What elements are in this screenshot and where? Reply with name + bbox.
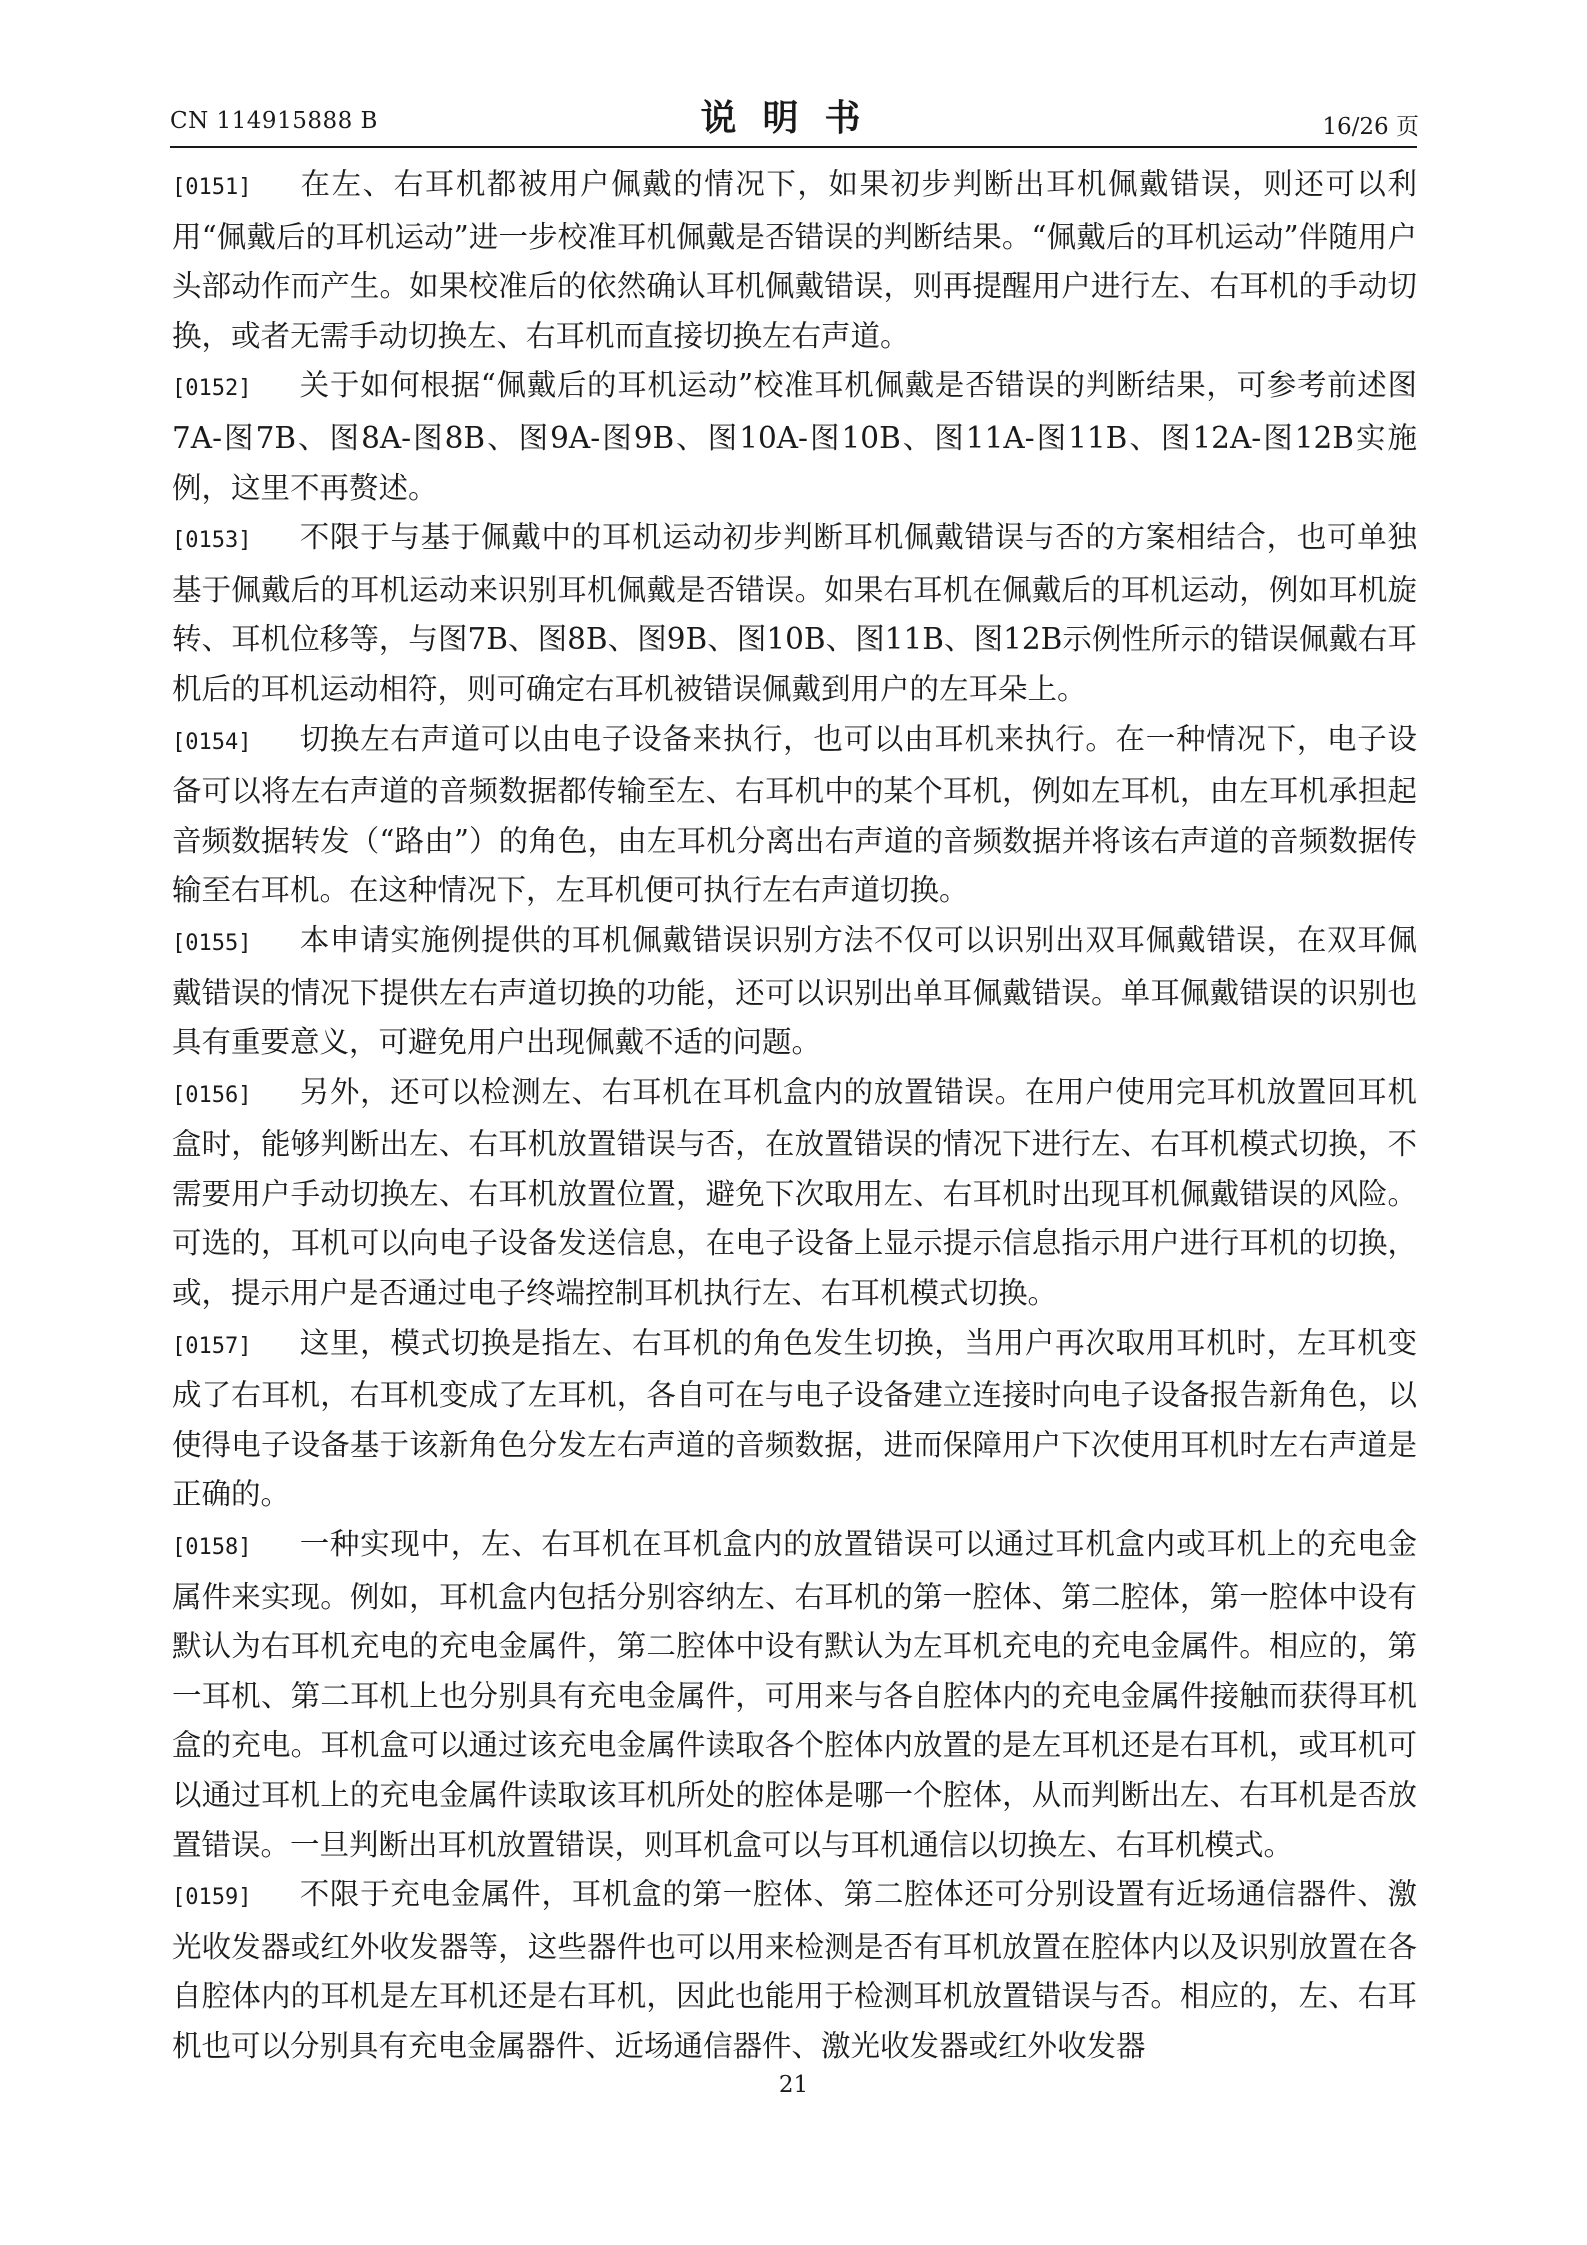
- paragraph-number: [0158]: [172, 1535, 252, 1561]
- paragraph-number: [0155]: [172, 930, 252, 956]
- paragraph-number: [0152]: [172, 376, 252, 402]
- header-divider: [170, 146, 1417, 148]
- paragraph-text: 在左、右耳机都被用户佩戴的情况下，如果初步判断出耳机佩戴错误，则还可以利用“佩戴后的耳机运动”进一步校准耳机佩戴是否错误的判断结果。“佩戴后的耳机运动”伴随用户头部动作而产生。如果校准后的依然确认耳机佩戴错误，则再提醒用户进行左、右耳机的手动切换，或者无需手动切换左、右耳机而直接切换左右声道。: [172, 167, 1417, 353]
- paragraph-text: 不限于充电金属件，耳机盒的第一腔体、第二腔体还可分别设置有近场通信器件、激光收发器或红外收发器等，这些器件也可以用来检测是否有耳机放置在腔体内以及识别放置在各自腔体内的耳机是左耳机还是右耳机，因此也能用于检测耳机放置错误与否。相应的，左、右耳机也可以分别具有充电金属器件、近场通信器件、激光收发器或红外收发器: [172, 1877, 1417, 2063]
- paragraph-text: 不限于与基于佩戴中的耳机运动初步判断耳机佩戴错误与否的方案相结合，也可单独基于佩戴后的耳机运动来识别耳机佩戴是否错误。如果右耳机在佩戴后的耳机运动，例如耳机旋转、耳机位移等，与图7B、图8B、图9B、图10B、图11B、图12B示例性所示的错误佩戴右耳机后的耳机运动相符，则可确定右耳机被错误佩戴到用户的左耳朵上。: [172, 520, 1417, 706]
- paragraph-0155: [172, 916, 1417, 1068]
- paragraph-0154: [172, 715, 1417, 916]
- page-indicator: 16/26 页: [1322, 114, 1419, 140]
- paragraph-text: 关于如何根据“佩戴后的耳机运动”校准耳机佩戴是否错误的判断结果，可参考前述图7A-图7B、图8A-图8B、图9A-图9B、图10A-图10B、图11A-图11B、图12A-图12B实施例，这里不再赘述。: [172, 368, 1417, 505]
- paragraph-number: [0154]: [172, 729, 252, 755]
- paragraph-0153: [172, 513, 1417, 714]
- paragraph-number: [0159]: [172, 1885, 252, 1911]
- paragraph-text: 一种实现中，左、右耳机在耳机盒内的放置错误可以通过耳机盒内或耳机上的充电金属件来实现。例如，耳机盒内包括分别容纳左、右耳机的第一腔体、第二腔体，第一腔体中设有默认为右耳机充电的充电金属件，第二腔体中设有默认为左耳机充电的充电金属件。相应的，第一耳机、第二耳机上也分别具有充电金属件，可用来与各自腔体内的充电金属件接触而获得耳机盒的充电。耳机盒可以通过该充电金属件读取各个腔体内放置的是左耳机还是右耳机，或耳机可以通过耳机上的充电金属件读取该耳机所处的腔体是哪一个腔体，从而判断出左、右耳机是否放置错误。一旦判断出耳机放置错误，则耳机盒可以与耳机通信以切换左、右耳机模式。: [172, 1527, 1417, 1862]
- paragraph-0158: [172, 1520, 1417, 1870]
- paragraph-0156: [172, 1068, 1417, 1319]
- page-number: 21: [778, 2072, 809, 2098]
- page-header: [0, 0, 1587, 160]
- paragraph-0159: [172, 1870, 1417, 2071]
- document-body: [172, 160, 1417, 2072]
- document-title: 说明书: [700, 98, 887, 139]
- paragraph-text: 本申请实施例提供的耳机佩戴错误识别方法不仅可以识别出双耳佩戴错误，在双耳佩戴错误的情况下提供左右声道切换的功能，还可以识别出单耳佩戴错误。单耳佩戴错误的识别也具有重要意义，可避免用户出现佩戴不适的问题。: [172, 922, 1417, 1060]
- paragraph-number: [0157]: [172, 1333, 252, 1359]
- paragraph-number: [0156]: [172, 1082, 252, 1108]
- paragraph-text: 另外，还可以检测左、右耳机在耳机盒内的放置错误。在用户使用完耳机放置回耳机盒时，能够判断出左、右耳机放置错误与否，在放置错误的情况下进行左、右耳机模式切换，不需要用户手动切换左、右耳机放置位置，避免下次取用左、右耳机时出现耳机佩戴错误的风险。可选的，耳机可以向电子设备发送信息，在电子设备上显示提示信息指示用户进行耳机的切换，或，提示用户是否通过电子终端控制耳机执行左、右耳机模式切换。: [172, 1074, 1417, 1311]
- patent-number: CN 114915888 B: [170, 108, 378, 134]
- paragraph-number: [0151]: [172, 175, 252, 200]
- paragraph-number: [0153]: [172, 528, 252, 554]
- paragraph-0152: [172, 361, 1417, 513]
- paragraph-0157: [172, 1319, 1417, 1520]
- paragraph-0151: [172, 160, 1417, 361]
- paragraph-text: 切换左右声道可以由电子设备来执行，也可以由耳机来执行。在一种情况下，电子设备可以将左右声道的音频数据都传输至左、右耳机中的某个耳机，例如左耳机，由左耳机承担起音频数据转发（“路由”）的角色，由左耳机分离出右声道的音频数据并将该右声道的音频数据传输至右耳机。在这种情况下，左耳机便可执行左右声道切换。: [172, 721, 1417, 908]
- paragraph-text: 这里，模式切换是指左、右耳机的角色发生切换，当用户再次取用耳机时，左耳机变成了右耳机，右耳机变成了左耳机，各自可在与电子设备建立连接时向电子设备报告新角色，以使得电子设备基于该新角色分发左右声道的音频数据，进而保障用户下次使用耳机时左右声道是正确的。: [172, 1325, 1417, 1512]
